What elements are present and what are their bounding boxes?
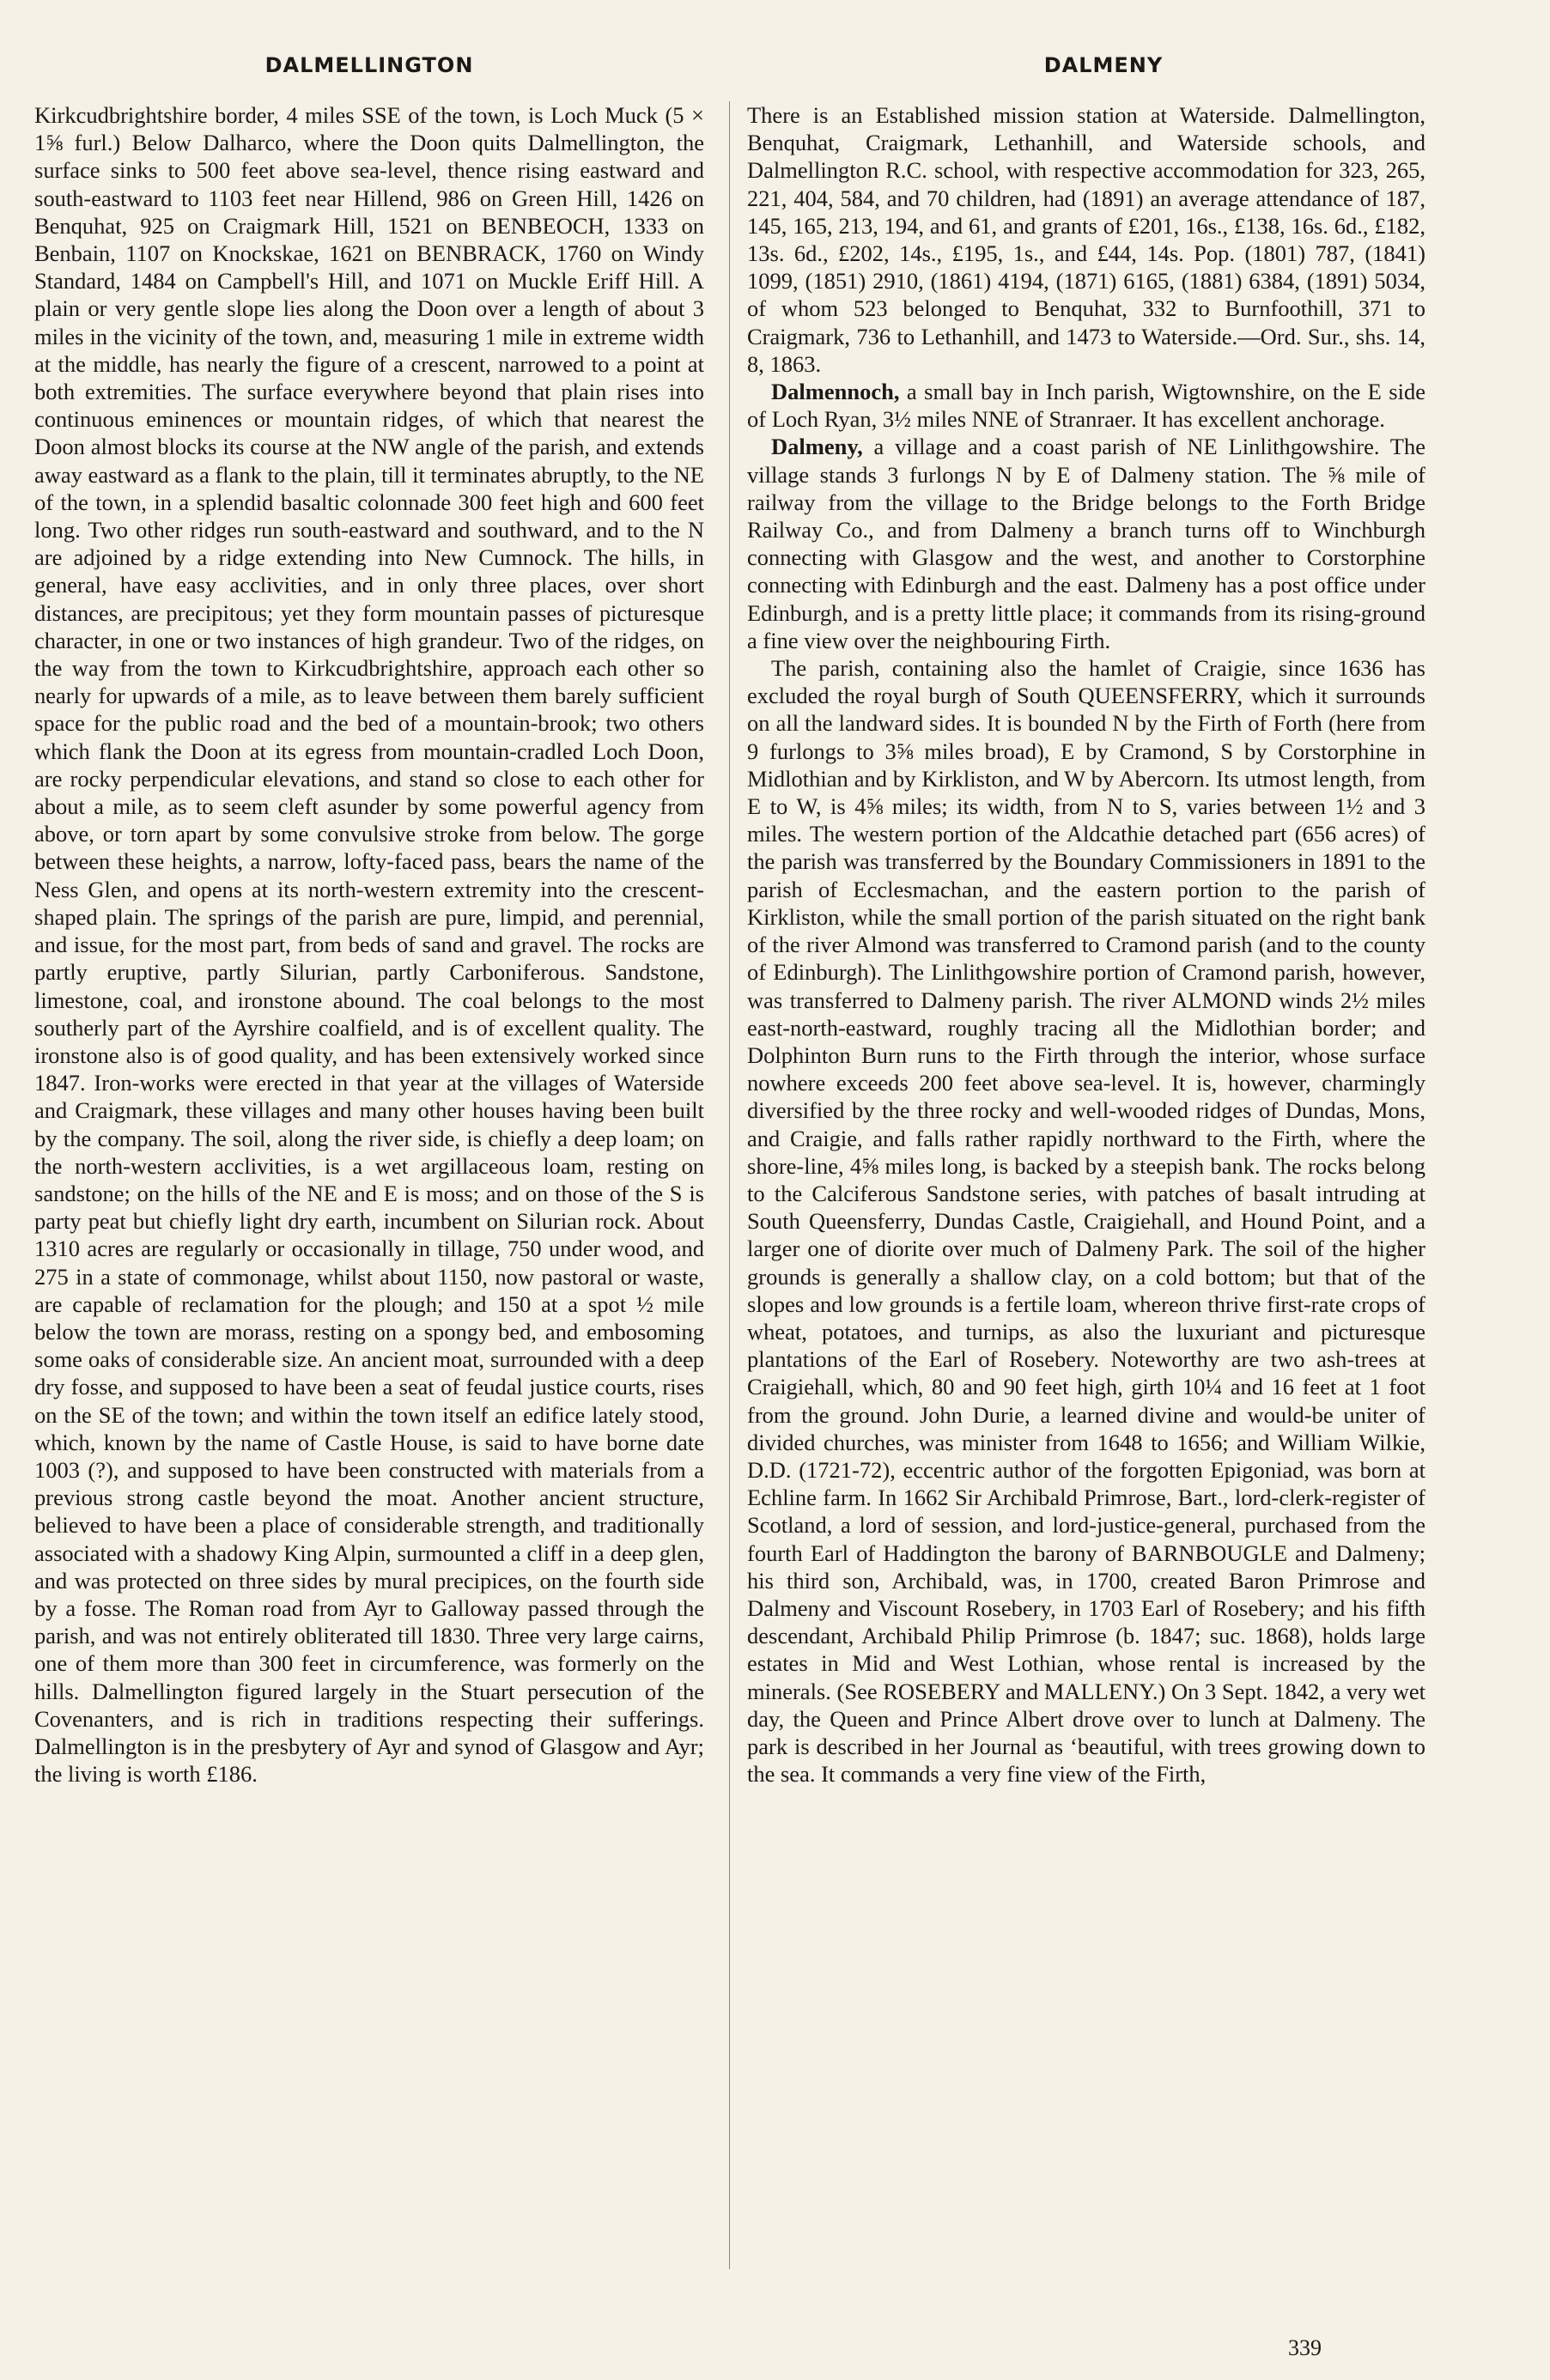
left-paragraph: Kirkcudbrightshire border, 4 miles SSE of the town, is Loch Muck (5 × 1⅝ furl.) Below Dalharco, where the Doon quits Dalmellington, the surface sinks to 500 feet above sea-level, thence rising eastward and south-eastward to 1103 feet near Hillend, 986 on Green Hill, 1426 on Benquhat, 925 on Craigmark Hill, 1521 on BENBEOCH, 1333 on Benbain, 1107 on Knockskae, 1621 on BENBRACK, 1760 on Windy Standard, 1484 on Campbell's Hill, and 1071 on Muckle Eriff Hill. A plain or very gentle slope lies along the Doon over a length of about 3 miles in the vicinity of the town, and, measuring 1 mile in extreme width at the middle, has nearly the figure of a crescent, narrowed to a point at both extremities. The surface everywhere beyond that plain rises into continuous eminences or mountain ridges, of which that nearest the Doon almost blocks its course at the NW angle of the parish, and extends away eastward as a flank to the plain, till it terminates abruptly, to the NE of the town, in a splendid basaltic colonnade 300 feet high and 600 feet long. Two other ridges run south-eastward and southward, and to the N are adjoined by a ridge extending into New Cumnock. The hills, in general, have easy acclivities, and in only three places, over short distances, are precipitous; yet they form mountain passes of picturesque character, in one or two instances of high grandeur. Two of the ridges, on the way from the town to Kirkcudbrightshire, approach each other so nearly for upwards of a mile, as to leave between them barely sufficient space for the public road and the bed of a mountain-brook; two others which flank the Doon at its egress from mountain-cradled Loch Doon, are rocky perpendicular elevations, and stand so close to each other for about a mile, as to seem cleft asunder by some powerful agency from above, or torn apart by some convulsive stroke from below. The gorge between these heights, a narrow, lofty-faced pass, bears the name of the Ness Glen, and opens at its north-western extremity into the crescent-shaped plain. The springs of the parish are pure, limpid, and perennial, and issue, for the most part, from beds of sand and gravel. The rocks are partly eruptive, partly Silurian, partly Carboniferous. Sandstone, limestone, coal, and ironstone abound. The coal belongs to the most southerly part of the Ayrshire coalfield, and is of excellent quality. The ironstone also is of good quality, and has been extensively worked since 1847. Iron-works were erected in that year at the villages of Waterside and Craigmark, these villages and many other houses having been built by the company. The soil, along the river side, is chiefly a deep loam; on the north-western acclivities, is a wet argillaceous loam, resting on sandstone; on the hills of the NE and E is moss; and on those of the S is party peat but chiefly light dry earth, incumbent on Silurian rock. About 1310 acres are regularly or occasionally in tillage, 750 under wood, and 275 in a state of commonage, whilst about 1150, now pastoral or waste, are capable of reclamation for the plough; and 150 at a spot ½ mile below the town are morass, resting on a spongy bed, and embosoming some oaks of considerable size. An ancient moat, surrounded with a deep dry fosse, and supposed to have been a seat of feudal justice courts, rises on the SE of the town; and within the town itself an edifice lately stood, which, known by the name of Castle House, is said to have borne date 1003 (?), and supposed to have been constructed with materials from a previous strong castle beyond the moat. Another ancient structure, believed to have been a place of considerable strength, and traditionally associated with a shadowy King Alpin, surmounted a cliff in a deep glen, and was protected on three sides by mural precipices, on the fourth side by a fosse. The Roman road from Ayr to Galloway passed through the parish, and was not entirely obliterated till 1830. Three very large cairns, one of them more than 300 feet in circumference, was formerly on the hills. Dalmellington figured largely in the Stuart persecution of the Covenanters, and is rich in traditions respecting their sufferings. Dalmellington is in the presbytery of Ayr and synod of Glasgow and Ayr; the living is worth £186. xyxy=(34,102,704,1788)
entry-term-dalmennoch: Dalmennoch, xyxy=(771,379,900,405)
entry-text-dalmeny: a village and a coast parish of NE Linlithgowshire. The village stands 3 furlongs N by E of Dalmeny station. The ⅝ mile of railway from the village to the Bridge belongs to the Forth Bridge Railway Co., and from Dalmeny a branch turns off to Winchburgh connecting with Glasgow and the west, and another to Corstorphine connecting with Edinburgh and the east. Dalmeny has a post office under Edinburgh, and is a pretty little place; it commands from its rising-ground a fine view over the neighbouring Firth. xyxy=(747,434,1425,653)
entry-dalmeny xyxy=(747,433,1425,654)
right-paragraph-1: There is an Established mission station at Waterside. Dalmellington, Benquhat, Craigmark, Lethanhill, and Waterside schools, and Dalmellington R.C. school, with respective accommodation for 323, 265, 221, 404, 584, and 70 children, had (1891) an average attendance of 187, 145, 165, 213, 194, and 61, and grants of £201, 16s., £138, 16s. 6d., £182, 13s. 6d., £202, 14s., £195, 1s., and £44, 14s. Pop. (1801) 787, (1841) 1099, (1851) 2910, (1861) 4194, (1871) 6165, (1881) 6384, (1891) 5034, of whom 523 belonged to Benquhat, 332 to Burnfoothill, 371 to Craigmark, 736 to Lethanhill, and 1473 to Waterside.—Ord. Sur., shs. 14, 8, 1863. xyxy=(747,102,1425,377)
entry-dalmennoch xyxy=(747,378,1425,433)
right-column xyxy=(747,101,1425,1788)
page-header-left: DALMELLINGTON xyxy=(264,53,474,77)
column-divider xyxy=(729,101,730,2269)
entry-text-dalmennoch: a small bay in Inch parish, Wigtownshire, on the E side of Loch Ryan, 3½ miles NNE of Stranraer. It has excellent anchorage. xyxy=(747,379,1425,433)
page-number: 339 xyxy=(1288,2335,1322,2360)
page-header-right: DALMENY xyxy=(1043,53,1164,77)
right-paragraph-parish: The parish, containing also the hamlet of Craigie, since 1636 has excluded the royal burgh of South QUEENSFERRY, which it surrounds on all the landward sides. It is bounded N by the Firth of Forth (here from 9 furlongs to 3⅝ miles broad), E by Cramond, S by Corstorphine in Midlothian and by Kirkliston, and W by Abercorn. Its utmost length, from E to W, is 4⅝ miles; its width, from N to S, varies between 1½ and 3 miles. The western portion of the Aldcathie detached part (656 acres) of the parish was transferred by the Boundary Commissioners in 1891 to the parish of Ecclesmachan, and the eastern portion to the parish of Kirkliston, while the small portion of the parish situated on the right bank of the river Almond was transferred to Cramond parish (and to the county of Edinburgh). The Linlithgowshire portion of Cramond parish, however, was transferred to Dalmeny parish. The river ALMOND winds 2½ miles east-north-eastward, roughly tracing all the Midlothian border; and Dolphinton Burn runs to the Firth through the interior, whose surface nowhere exceeds 200 feet above sea-level. It is, however, charmingly diversified by the three rocky and well-wooded ridges of Dundas, Mons, and Craigie, and falls rather rapidly northward to the Firth, where the shore-line, 4⅝ miles long, is backed by a steepish bank. The rocks belong to the Calciferous Sandstone series, with patches of basalt intruding at South Queensferry, Dundas Castle, Craigiehall, and Hound Point, and a larger one of diorite over much of Dalmeny Park. The soil of the higher grounds is generally a shallow clay, on a cold bottom; but that of the slopes and low grounds is a fertile loam, whereon thrive first-rate crops of wheat, potatoes, and turnips, as also the luxuriant and picturesque plantations of the Earl of Rosebery. Noteworthy are two ash-trees at Craigiehall, which, 80 and 90 feet high, girth 10¼ and 16 feet at 1 foot from the ground. John Durie, a learned divine and would-be uniter of divided churches, was minister from 1648 to 1656; and William Wilkie, D.D. (1721-72), eccentric author of the forgotten Epigoniad, was born at Echline farm. In 1662 Sir Archibald Primrose, Bart., lord-clerk-register of Scotland, a lord of session, and lord-justice-general, purchased from the fourth Earl of Haddington the barony of BARNBOUGLE and Dalmeny; his third son, Archibald, was, in 1700, created Baron Primrose and Dalmeny and Viscount Rosebery, in 1703 Earl of Rosebery; and his fifth descendant, Archibald Philip Primrose (b. 1847; suc. 1868), holds large estates in Mid and West Lothian, whose rental is increased by the minerals. (See ROSEBERY and MALLENY.) On 3 Sept. 1842, a very wet day, the Queen and Prince Albert drove over to lunch at Dalmeny. The park is described in her Journal as ‘beautiful, with trees growing down to the sea. It commands a very fine view of the Firth, xyxy=(747,655,1425,1788)
entry-term-dalmeny: Dalmeny, xyxy=(771,434,863,460)
left-column xyxy=(34,101,704,1788)
